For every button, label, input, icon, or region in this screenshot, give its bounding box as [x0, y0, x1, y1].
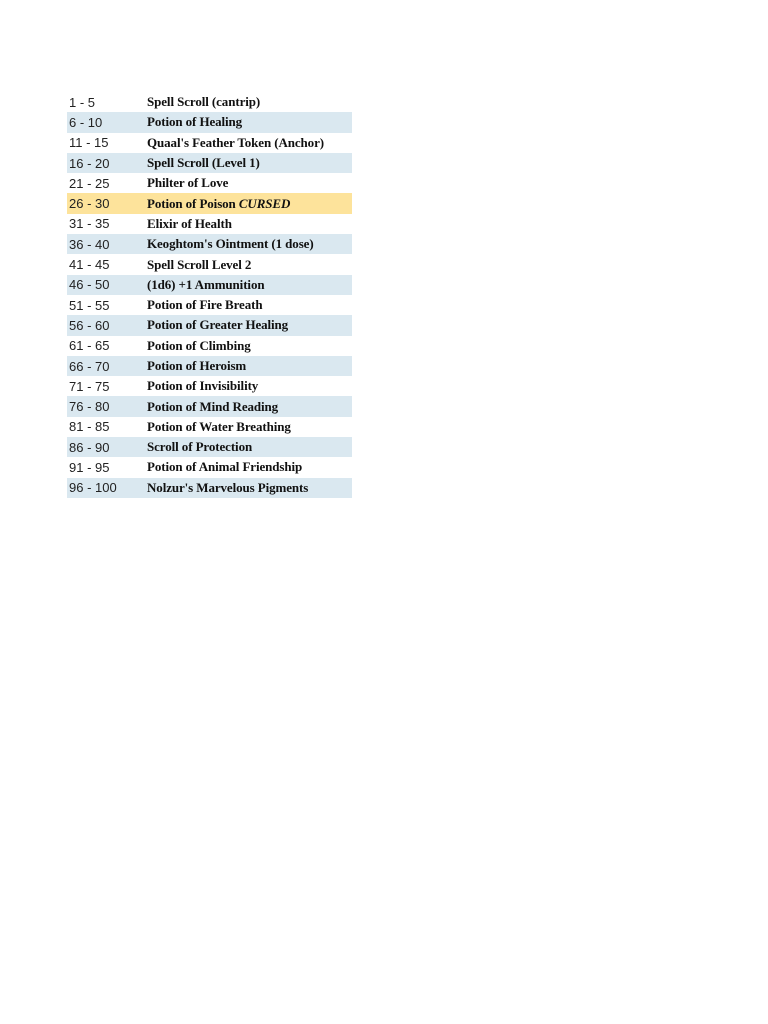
- roll-range: 71 - 75: [69, 378, 110, 394]
- table-row: [67, 417, 352, 437]
- item-name: Potion of Greater Healing: [147, 317, 289, 333]
- item-name: Potion of Animal Friendship: [147, 459, 303, 475]
- table-row: [67, 437, 352, 457]
- roll-range: 61 - 65: [69, 338, 110, 354]
- item-name: Potion of Healing: [147, 114, 243, 130]
- roll-range: 91 - 95: [69, 459, 110, 475]
- roll-range: 21 - 25: [69, 175, 110, 191]
- item-name: Keoghtom's Ointment (1 dose): [147, 236, 314, 252]
- table-row: [67, 92, 352, 112]
- roll-range: 76 - 80: [69, 399, 110, 415]
- roll-range: 26 - 30: [69, 196, 110, 212]
- table-row: [67, 153, 352, 173]
- item-name: Spell Scroll (cantrip): [147, 94, 261, 110]
- loot-table: [67, 92, 352, 498]
- table-row: [67, 214, 352, 234]
- roll-range: 56 - 60: [69, 317, 110, 333]
- item-name: Potion of Invisibility: [147, 378, 259, 394]
- roll-range: 16 - 20: [69, 155, 110, 171]
- table-row: [67, 112, 352, 132]
- table-row: [67, 254, 352, 274]
- item-name: Potion of Poison: [147, 195, 236, 211]
- table-row: [67, 295, 352, 315]
- item-name: Scroll of Protection: [147, 439, 253, 455]
- table-row: [67, 275, 352, 295]
- roll-range: 46 - 50: [69, 277, 110, 293]
- item-name: Potion of Water Breathing: [147, 418, 291, 434]
- roll-range: 96 - 100: [69, 480, 117, 496]
- item-name: Quaal's Feather Token (Anchor): [147, 134, 324, 150]
- item-name: Nolzur's Marvelous Pigments: [147, 479, 309, 495]
- item-name: Potion of Heroism: [147, 358, 247, 373]
- table-row-highlighted: [67, 193, 352, 213]
- table-row: [67, 234, 352, 254]
- table-row: [67, 457, 352, 477]
- roll-range: 86 - 90: [69, 439, 110, 455]
- table-row: [67, 356, 352, 376]
- item-name: Spell Scroll (Level 1): [147, 155, 260, 171]
- table-row: [67, 315, 352, 335]
- item-name: Potion of Climbing: [147, 337, 251, 353]
- roll-range: 41 - 45: [69, 257, 110, 273]
- item-name: (1d6) +1 Ammunition: [147, 276, 265, 292]
- roll-range: 81 - 85: [69, 419, 110, 435]
- cursed-flag: CURSED: [238, 195, 291, 211]
- item-name: Philter of Love: [147, 175, 229, 191]
- item-name: Potion of Fire Breath: [147, 297, 263, 313]
- table-row: [67, 376, 352, 396]
- table-row: [67, 133, 352, 153]
- roll-range: 1 - 5: [69, 94, 96, 110]
- roll-range: 31 - 35: [69, 216, 110, 232]
- table-row: [67, 478, 352, 498]
- roll-range: 51 - 55: [69, 297, 110, 313]
- roll-range: 6 - 10: [69, 114, 103, 130]
- item-name-group: [147, 196, 352, 212]
- roll-range: 36 - 40: [69, 236, 110, 252]
- roll-range: 66 - 70: [69, 358, 110, 374]
- table-row: [67, 173, 352, 193]
- roll-range: 11 - 15: [69, 135, 109, 151]
- item-name: Potion of Mind Reading: [147, 398, 279, 414]
- table-row: [67, 336, 352, 356]
- table-row: [67, 396, 352, 416]
- item-name: Spell Scroll Level 2: [147, 256, 252, 272]
- item-name: Elixir of Health: [147, 215, 232, 231]
